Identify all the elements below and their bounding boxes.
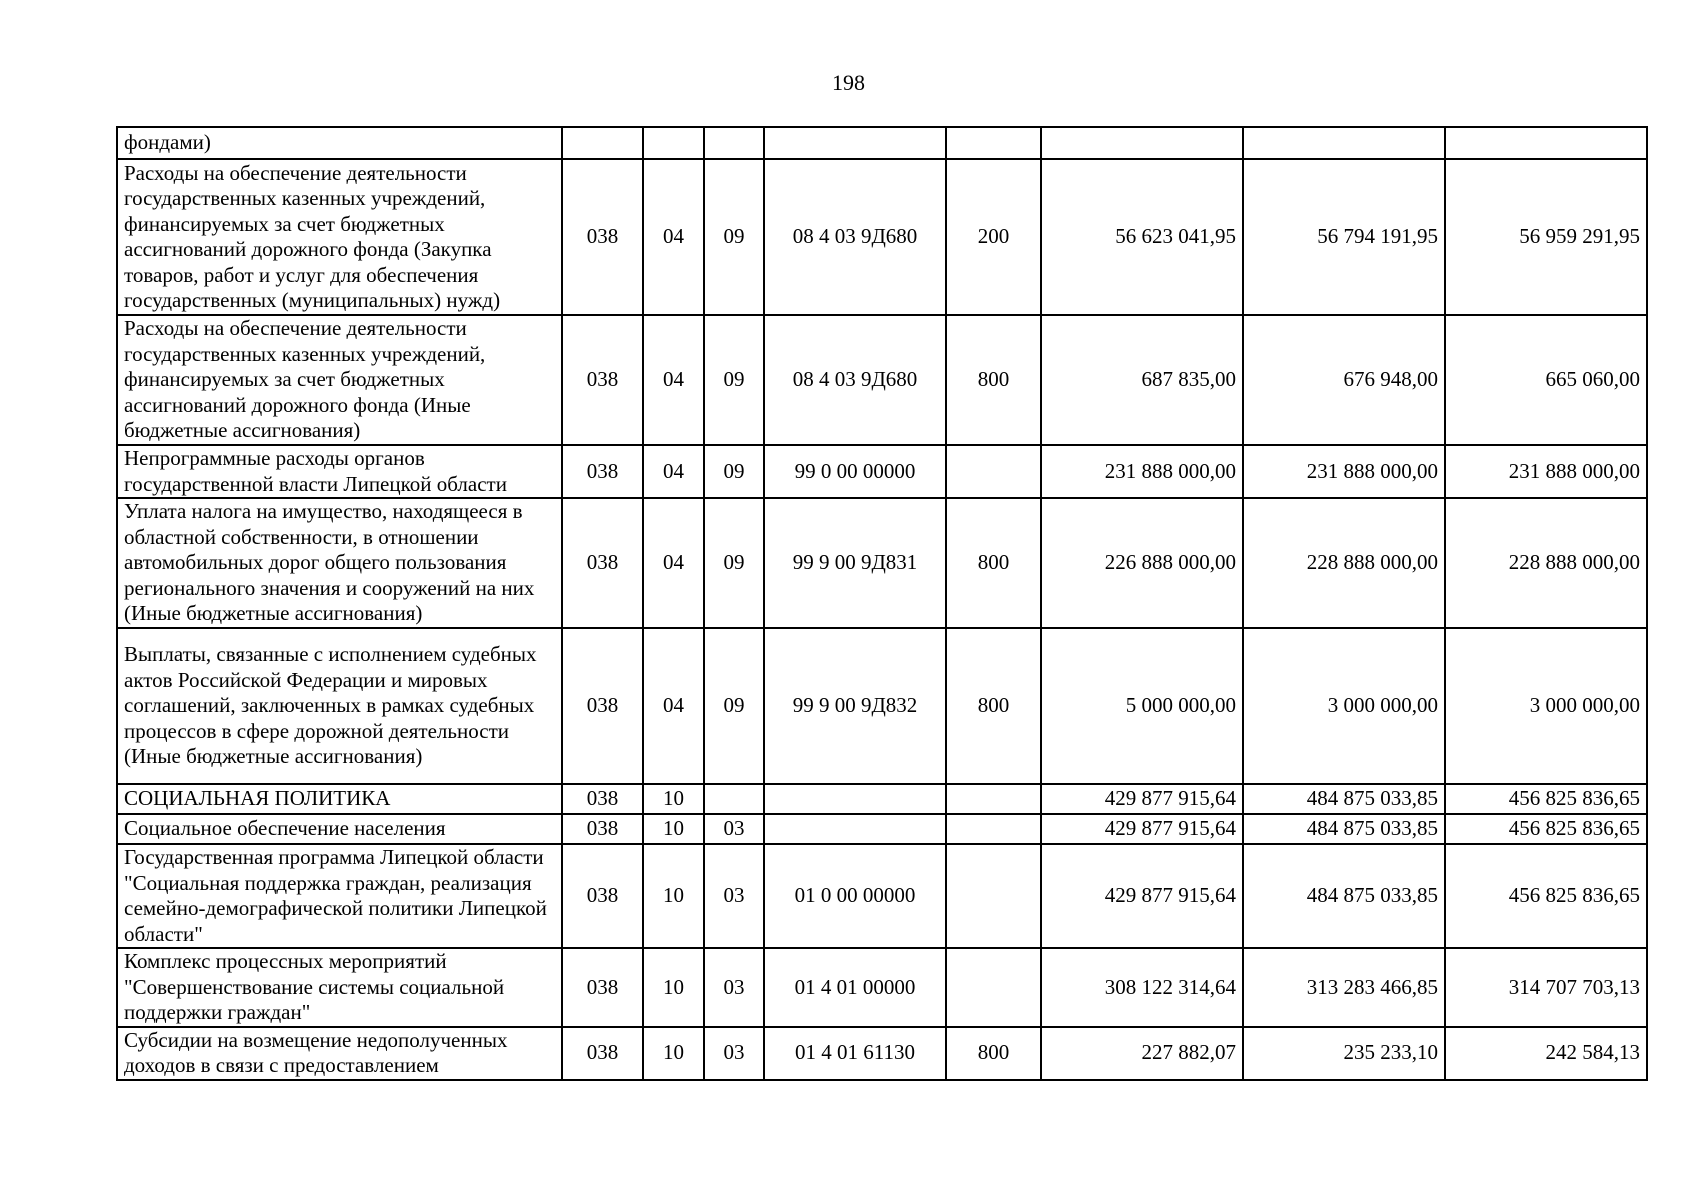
cell-expense-type: 800 (946, 498, 1041, 628)
cell-amount-year-2: 676 948,00 (1243, 315, 1445, 445)
row-name: Расходы на обеспечение деятельности государственных казенных учреждений, финансируемых за счет бюджетных ассигнований дорожного фонда (Иные бюджетные ассигнования) (117, 315, 562, 445)
cell-amount-year-2: 235 233,10 (1243, 1027, 1445, 1080)
cell-gov-code: 038 (562, 628, 643, 784)
cell-subsection: 09 (704, 159, 764, 315)
cell-amount-year-3: 56 959 291,95 (1445, 159, 1647, 315)
cell-section: 10 (643, 1027, 704, 1080)
cell-target-article (764, 127, 946, 159)
cell-section: 04 (643, 159, 704, 315)
cell-section: 10 (643, 814, 704, 844)
cell-amount-year-2: 56 794 191,95 (1243, 159, 1445, 315)
cell-gov-code: 038 (562, 1027, 643, 1080)
cell-amount-year-3: 231 888 000,00 (1445, 445, 1647, 498)
row-name: Субсидии на возмещение недополученных доходов в связи с предоставлением (117, 1027, 562, 1080)
cell-amount-year-2: 484 875 033,85 (1243, 844, 1445, 948)
cell-target-article: 08 4 03 9Д680 (764, 315, 946, 445)
table-row (117, 159, 1647, 315)
cell-gov-code: 038 (562, 315, 643, 445)
cell-expense-type: 800 (946, 315, 1041, 445)
table-row (117, 948, 1647, 1027)
cell-section: 04 (643, 315, 704, 445)
cell-amount-year-3: 665 060,00 (1445, 315, 1647, 445)
cell-amount-year-2: 3 000 000,00 (1243, 628, 1445, 784)
cell-target-article: 99 9 00 9Д832 (764, 628, 946, 784)
cell-amount-year-1: 227 882,07 (1041, 1027, 1243, 1080)
table-row (117, 445, 1647, 498)
cell-amount-year-2: 231 888 000,00 (1243, 445, 1445, 498)
cell-amount-year-2: 313 283 466,85 (1243, 948, 1445, 1027)
table-row (117, 844, 1647, 948)
budget-table (116, 126, 1648, 1081)
table-row (117, 127, 1647, 159)
row-name: фондами) (117, 127, 562, 159)
cell-amount-year-1: 429 877 915,64 (1041, 784, 1243, 814)
cell-section: 10 (643, 784, 704, 814)
cell-expense-type (946, 127, 1041, 159)
cell-amount-year-3: 456 825 836,65 (1445, 784, 1647, 814)
table-row (117, 498, 1647, 628)
cell-subsection: 03 (704, 844, 764, 948)
row-name: Уплата налога на имущество, находящееся в областной собственности, в отношении автомобильных дорог общего пользования регионального значения и сооружений на них (Иные бюджетные ассигнования) (117, 498, 562, 628)
cell-target-article: 01 4 01 61130 (764, 1027, 946, 1080)
cell-section (643, 127, 704, 159)
cell-expense-type: 800 (946, 628, 1041, 784)
cell-amount-year-3: 456 825 836,65 (1445, 814, 1647, 844)
cell-amount-year-2: 484 875 033,85 (1243, 814, 1445, 844)
cell-gov-code: 038 (562, 814, 643, 844)
cell-amount-year-3: 242 584,13 (1445, 1027, 1647, 1080)
cell-subsection: 03 (704, 948, 764, 1027)
row-name: Социальное обеспечение населения (117, 814, 562, 844)
cell-section: 10 (643, 948, 704, 1027)
row-name: Расходы на обеспечение деятельности государственных казенных учреждений, финансируемых за счет бюджетных ассигнований дорожного фонда (Закупка товаров, работ и услуг для обеспечения государственных (муниципальных) нужд) (117, 159, 562, 315)
cell-expense-type (946, 844, 1041, 948)
cell-gov-code: 038 (562, 948, 643, 1027)
cell-subsection: 03 (704, 1027, 764, 1080)
table-body (117, 127, 1647, 1080)
cell-expense-type: 800 (946, 1027, 1041, 1080)
cell-expense-type (946, 948, 1041, 1027)
row-name: Комплекс процессных мероприятий "Совершенствование системы социальной поддержки граждан" (117, 948, 562, 1027)
cell-gov-code: 038 (562, 498, 643, 628)
cell-target-article: 08 4 03 9Д680 (764, 159, 946, 315)
table-row (117, 1027, 1647, 1080)
cell-section: 04 (643, 498, 704, 628)
cell-amount-year-3: 3 000 000,00 (1445, 628, 1647, 784)
table-row (117, 315, 1647, 445)
cell-subsection: 09 (704, 628, 764, 784)
cell-gov-code: 038 (562, 159, 643, 315)
cell-section: 04 (643, 628, 704, 784)
cell-expense-type (946, 814, 1041, 844)
row-name: СОЦИАЛЬНАЯ ПОЛИТИКА (117, 784, 562, 814)
page-number: 198 (832, 70, 865, 95)
cell-amount-year-1 (1041, 127, 1243, 159)
cell-amount-year-3 (1445, 127, 1647, 159)
cell-target-article: 99 9 00 9Д831 (764, 498, 946, 628)
cell-gov-code: 038 (562, 844, 643, 948)
cell-subsection: 09 (704, 445, 764, 498)
cell-section: 04 (643, 445, 704, 498)
cell-expense-type (946, 784, 1041, 814)
row-name: Непрограммные расходы органов государственной власти Липецкой области (117, 445, 562, 498)
table-row (117, 628, 1647, 784)
table-row (117, 784, 1647, 814)
cell-gov-code: 038 (562, 784, 643, 814)
cell-amount-year-1: 308 122 314,64 (1041, 948, 1243, 1027)
cell-subsection: 09 (704, 315, 764, 445)
cell-amount-year-3: 456 825 836,65 (1445, 844, 1647, 948)
row-name: Государственная программа Липецкой области "Социальная поддержка граждан, реализация семейно-демографической политики Липецкой области" (117, 844, 562, 948)
cell-subsection (704, 784, 764, 814)
cell-amount-year-1: 226 888 000,00 (1041, 498, 1243, 628)
cell-subsection: 03 (704, 814, 764, 844)
cell-amount-year-1: 5 000 000,00 (1041, 628, 1243, 784)
cell-section: 10 (643, 844, 704, 948)
cell-amount-year-1: 429 877 915,64 (1041, 814, 1243, 844)
cell-amount-year-1: 56 623 041,95 (1041, 159, 1243, 315)
cell-gov-code: 038 (562, 445, 643, 498)
cell-amount-year-2 (1243, 127, 1445, 159)
cell-target-article: 99 0 00 00000 (764, 445, 946, 498)
cell-amount-year-3: 314 707 703,13 (1445, 948, 1647, 1027)
cell-amount-year-3: 228 888 000,00 (1445, 498, 1647, 628)
cell-expense-type: 200 (946, 159, 1041, 315)
cell-expense-type (946, 445, 1041, 498)
cell-target-article: 01 0 00 00000 (764, 844, 946, 948)
cell-subsection: 09 (704, 498, 764, 628)
cell-subsection (704, 127, 764, 159)
cell-amount-year-1: 429 877 915,64 (1041, 844, 1243, 948)
cell-target-article (764, 814, 946, 844)
cell-gov-code (562, 127, 643, 159)
cell-amount-year-1: 231 888 000,00 (1041, 445, 1243, 498)
cell-amount-year-1: 687 835,00 (1041, 315, 1243, 445)
row-name: Выплаты, связанные с исполнением судебных актов Российской Федерации и мировых соглашений, заключенных в рамках судебных процессов в сфере дорожной деятельности (Иные бюджетные ассигнования) (117, 628, 562, 784)
cell-amount-year-2: 484 875 033,85 (1243, 784, 1445, 814)
cell-target-article: 01 4 01 00000 (764, 948, 946, 1027)
cell-target-article (764, 784, 946, 814)
cell-amount-year-2: 228 888 000,00 (1243, 498, 1445, 628)
table-row (117, 814, 1647, 844)
